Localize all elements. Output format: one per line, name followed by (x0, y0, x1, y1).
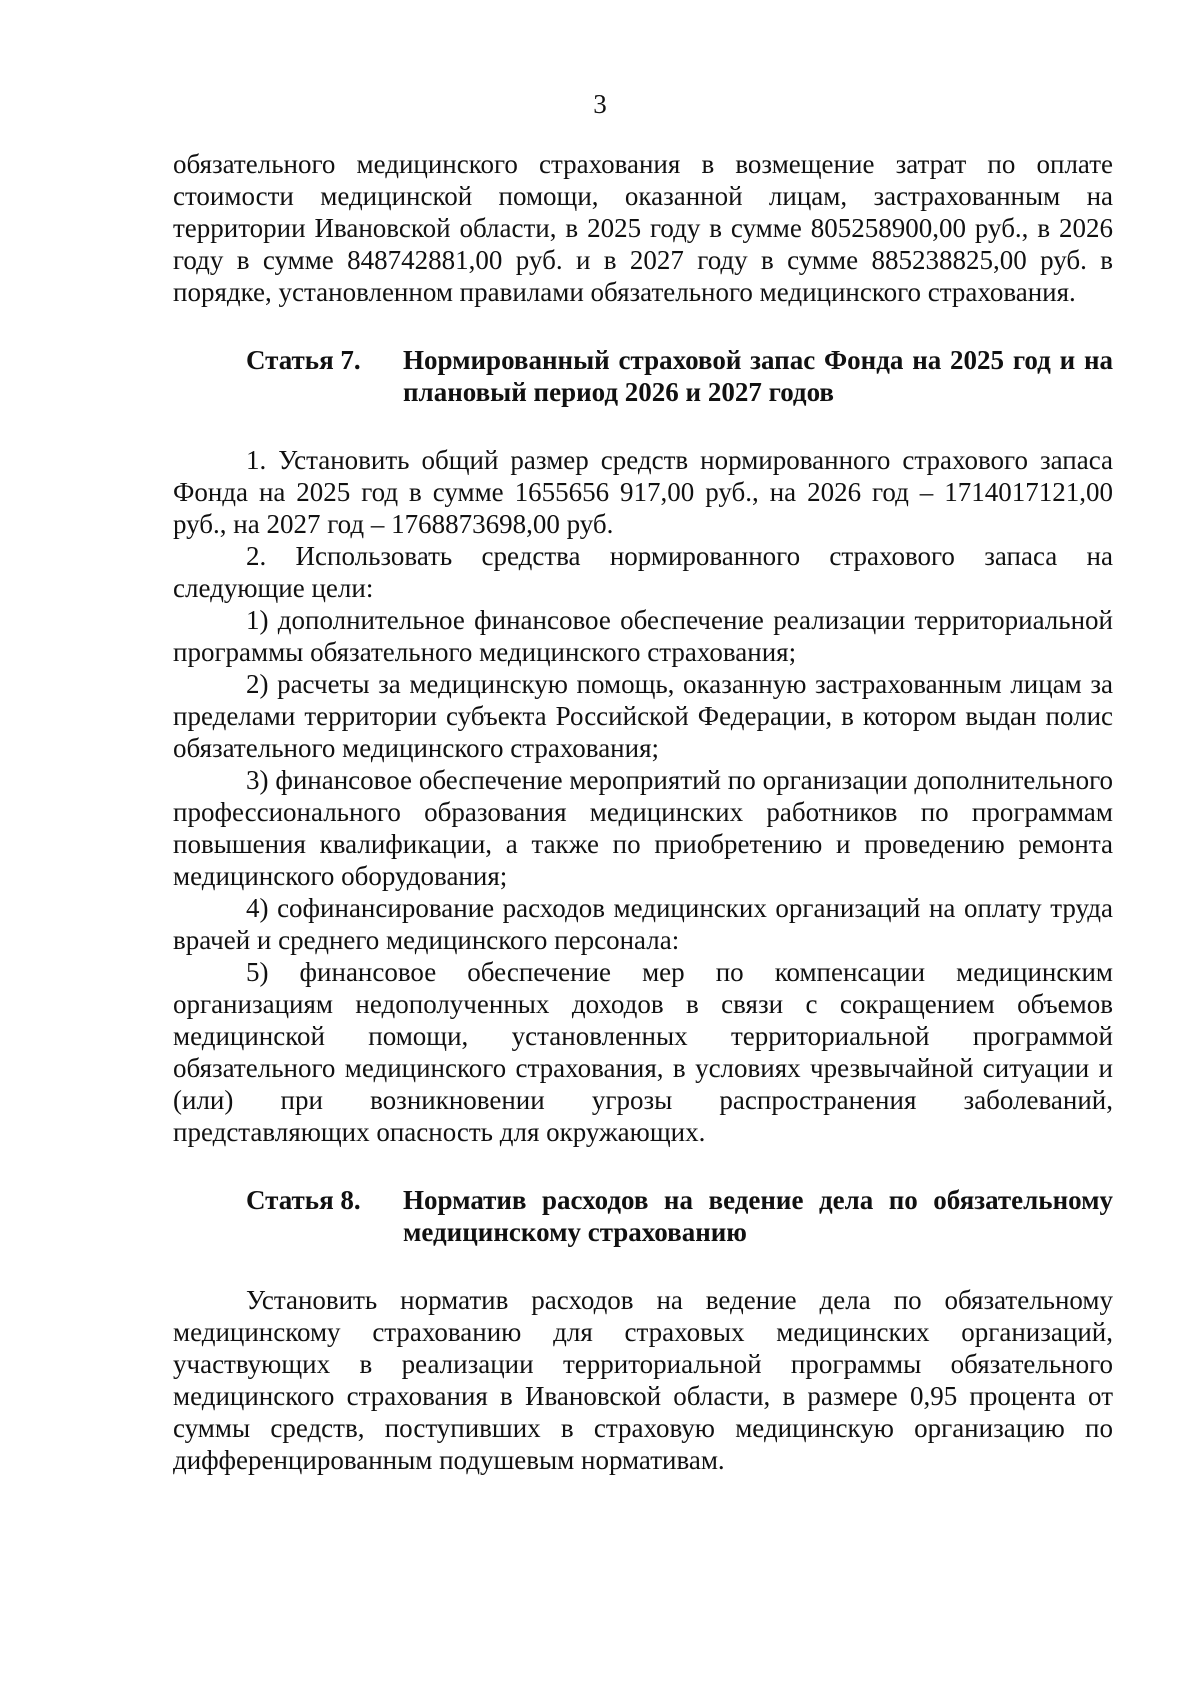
article-8-heading (173, 1184, 1113, 1248)
article-8-body (173, 1284, 1113, 1476)
article-8-title: Норматив расходов на ведение дела по обязательному медицинскому страхованию (403, 1185, 1113, 1247)
article-7-list-item: 2) расчеты за медицинскую помощь, оказанную застрахованным лицам за пределами территории субъекта Российской Федерации, в котором выдан полис обязательного медицинского страхования; (173, 669, 1113, 763)
article-7-number: Статья 7. (246, 345, 361, 375)
article-7-list-item: 1) дополнительное финансовое обеспечение реализации территориальной программы обязательного медицинского страхования; (173, 605, 1113, 667)
article-7-title: Нормированный страховой запас Фонда на 2025 год и на плановый период 2026 и 2027 годов (403, 345, 1113, 407)
article-7-heading (173, 344, 1113, 408)
document-body (173, 148, 1113, 1476)
intro-paragraph: обязательного медицинского страхования в возмещение затрат по оплате стоимости медицинской помощи, оказанной лицам, застрахованным на территории Ивановской области, в 2025 году в сумме 805258900,00 руб., в 2026 году в сумме 848742881,00 руб. и в 2027 году в сумме 885238825,00 руб. в порядке, установленном правилами обязательного медицинского страхования. (173, 149, 1113, 307)
article-8-number: Статья 8. (246, 1185, 361, 1215)
article-7-paragraph: 1. Установить общий размер средств нормированного страхового запаса Фонда на 2025 год в сумме 1655656 917,00 руб., на 2026 год – 1714017121,00 руб., на 2027 год – 1768873698,00 руб. (173, 445, 1113, 539)
article-8-paragraph: Установить норматив расходов на ведение дела по обязательному медицинскому страхованию для страховых медицинских организаций, участвующих в реализации территориальной программы обязательного медицинского страхования в Ивановской области, в размере 0,95 процента от суммы средств, поступивших в страховую медицинскую организацию по дифференцированным подушевым нормативам. (173, 1285, 1113, 1475)
article-7-body (173, 444, 1113, 1148)
article-7-list-item: 3) финансовое обеспечение мероприятий по организации дополнительного профессионального образования медицинских работников по программам повышения квалификации, а также по приобретению и проведению ремонта медицинского оборудования; (173, 765, 1113, 891)
article-7-list-item: 5) финансовое обеспечение мер по компенсации медицинским организациям недополученных доходов в связи с сокращением объемов медицинской помощи, установленных территориальной программой обязательного медицинского страхования, в условиях чрезвычайной ситуации и (или) при возникновении угрозы распространения заболеваний, представляющих опасность для окружающих. (173, 957, 1113, 1147)
article-7-paragraph: 2. Использовать средства нормированного страхового запаса на следующие цели: (173, 541, 1113, 603)
page-number: 3 (593, 89, 607, 119)
article-7-list-item: 4) софинансирование расходов медицинских организаций на оплату труда врачей и среднего медицинского персонала: (173, 893, 1113, 955)
